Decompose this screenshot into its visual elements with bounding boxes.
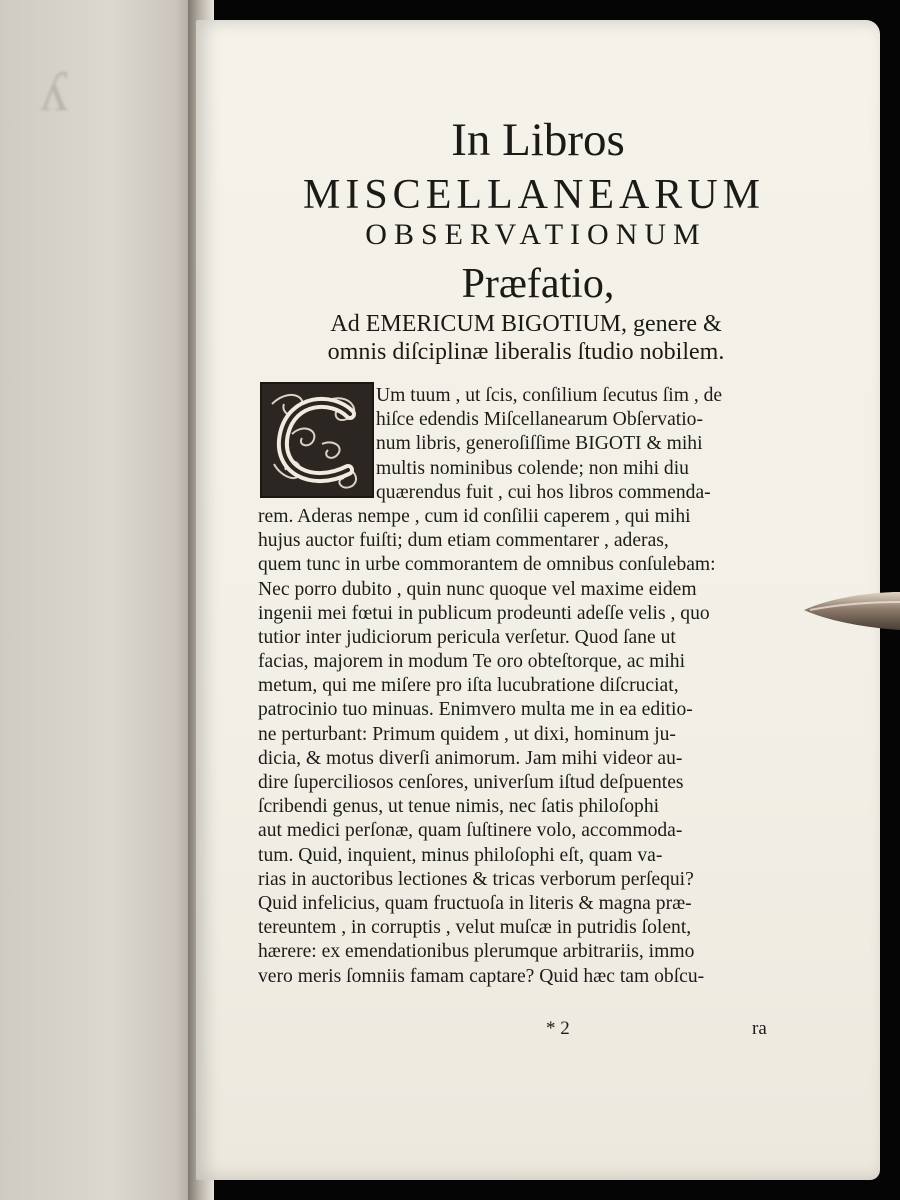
- catchword: ra: [752, 1018, 767, 1039]
- text-line: dicia, & motus diverſi animorum. Jam mihi videor au-: [258, 747, 683, 769]
- text-line: ſcribendi genus, ut tenue nimis, nec ſatis philoſophi: [258, 796, 660, 818]
- text-line: hærere: ex emendationibus plerumque arbitrariis, immo: [258, 941, 695, 963]
- signature-mark: * 2: [546, 1018, 570, 1039]
- text-line: hiſce edendis Miſcellanearum Obſervatio-: [376, 409, 703, 431]
- preface-body-text: [258, 384, 790, 989]
- text-line: hujus auctor fuiſti; dum etiam commentarer , aderas,: [258, 530, 669, 552]
- text-line: ingenii mei fœtui in publicum prodeunti adeſſe velis , quo: [258, 602, 710, 624]
- right-page: [196, 20, 880, 1180]
- title-line-4: Præfatio,: [461, 261, 615, 307]
- text-line: rias in auctoribus lectiones & tricas verborum perſequi?: [258, 868, 694, 890]
- dedication-line-1: Ad EMERICUM BIGOTIUM, genere &: [330, 311, 722, 337]
- title-line-1: In Libros: [451, 114, 625, 166]
- text-line: rem. Aderas nempe , cum id conſilii caperem , qui mihi: [258, 505, 691, 527]
- text-line: vero meris ſomniis famam captare? Quid hæc tam obſcu-: [258, 965, 705, 987]
- text-line: multis nominibus colende; non mihi diu: [376, 457, 689, 479]
- text-line: Um tuum , ut ſcis, conſilium ſecutus ſim , de: [376, 385, 723, 406]
- text-line: facias, majorem in modum Te oro obteſtorque, ac mihi: [258, 651, 686, 673]
- text-line: num libris, generoſiſſime BIGOTI & mihi: [376, 433, 703, 455]
- text-line: quærendus fuit , cui hos libros commenda-: [376, 481, 711, 503]
- text-line: tum. Quid, inquient, minus philoſophi eſt, quam va-: [258, 844, 663, 866]
- text-line: metum, qui me miſere pro iſta lucubratione diſcruciat,: [258, 675, 679, 697]
- title-line-2: MISCELLANEARUM: [302, 172, 765, 218]
- text-line: quem tunc in urbe commorantem de omnibus conſulebam:: [258, 554, 716, 576]
- text-line: tereuntem , in corruptis , velut muſcæ in putridis ſolent,: [258, 917, 692, 939]
- dedication-line-2: omnis diſciplinæ liberalis ſtudio nobilem.: [327, 339, 725, 365]
- title-line-3: OBSERVATIONUM: [365, 218, 707, 251]
- text-line: patrocinio tuo minuas. Enimvero multa me in ea editio-: [258, 699, 693, 721]
- text-line: dire ſuperciliosos cenſores, univerſum iſtud deſpuentes: [258, 772, 684, 793]
- text-line: Quid infelicius, quam fructuoſa in literis & magna præ-: [258, 892, 692, 914]
- text-line: ne perturbant: Primum quidem , ut dixi, hominum ju-: [258, 723, 676, 745]
- left-page-bleedthrough-text: ʎ: [40, 61, 68, 123]
- dedication: [256, 310, 796, 366]
- text-line: Nec porro dubito , quin nunc quoque vel maxime eidem: [258, 578, 697, 600]
- text-line: aut medici perſonæ, quam ſuſtinere volo, accommoda-: [258, 820, 683, 842]
- page-footer: [196, 1016, 880, 1046]
- page-pointer-tool: [800, 588, 900, 634]
- left-page-verso: [0, 0, 200, 1200]
- text-line: tutior inter judiciorum pericula verſetur. Quod ſane ut: [258, 626, 676, 648]
